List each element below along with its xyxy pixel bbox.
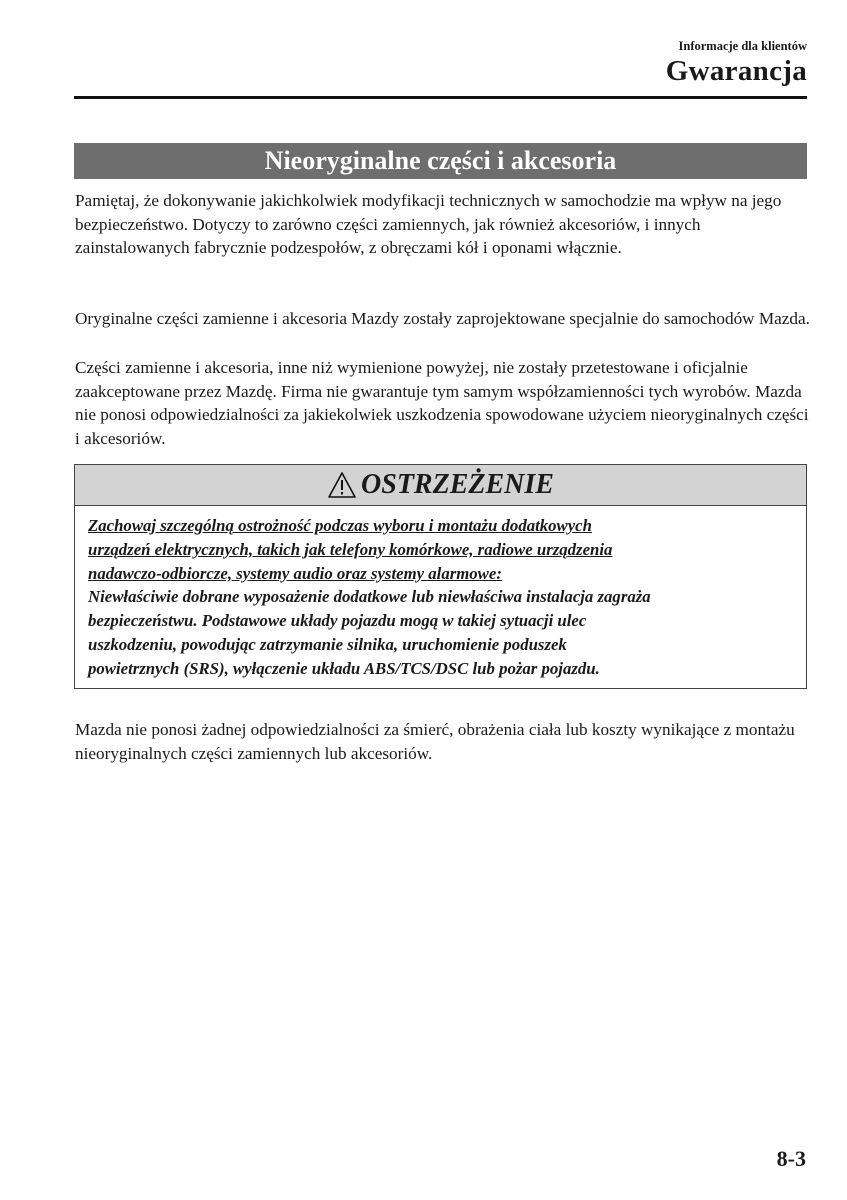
- paragraph-original-parts: Oryginalne części zamienne i akcesoria Mazdy zostały zaprojektowane specjalnie do samochodów Mazda.: [75, 309, 810, 328]
- warning-line: urządzeń elektrycznych, takich jak telefony komórkowe, radiowe urządzenia: [88, 539, 613, 559]
- chapter-title: Gwarancja: [665, 55, 807, 87]
- warning-line: powietrznych (SRS), wyłączenie układu ABS/TCS/DSC lub pożar pojazdu.: [88, 658, 600, 678]
- page-number: 8-3: [776, 1146, 806, 1171]
- warning-title: OSTRZEŻENIE: [361, 469, 554, 500]
- warning-triangle-icon: [327, 471, 357, 499]
- warning-box: [74, 464, 807, 689]
- warning-line: uszkodzeniu, powodując zatrzymanie silnika, uruchomienie poduszek: [88, 634, 567, 654]
- warning-line: nadawczo-odbiorcze, systemy audio oraz systemy alarmowe:: [88, 563, 502, 583]
- warning-text: [88, 514, 798, 681]
- section-heading: Nieoryginalne części i akcesoria: [74, 143, 807, 179]
- warning-line: Zachowaj szczególną ostrożność podczas wyboru i montażu dodatkowych: [88, 516, 592, 535]
- warning-line: Niewłaściwie dobrane wyposażenie dodatkowe lub niewłaściwa instalacja zagraża: [88, 587, 651, 607]
- header-divider: [74, 96, 807, 99]
- paragraph-modifications: Pamiętaj, że dokonywanie jakichkolwiek modyfikacji technicznych w samochodzie ma wpływ na jego bezpieczeństwo. Dotyczy to zarówno części zamiennych, jak również akcesoriów, i innych zainstalowanych fabrycznie podzespołów, z obręczami kół i oponami włącznie.: [75, 191, 782, 258]
- chapter-subtitle: Informacje dla klientów: [678, 39, 807, 53]
- paragraph-non-original-parts: Części zamienne i akcesoria, inne niż wymienione powyżej, nie zostały przetestowane i oficjalnie zaakceptowane przez Mazdę. Firma nie gwarantuje tym samym współzamienności tych wyrobów. Mazda nie ponosi odpowiedzialności za jakiekolwiek uszkodzenia spowodowane użyciem nieoryginalnych części i akcesoriów.: [75, 358, 809, 448]
- warning-line: bezpieczeństwu. Podstawowe układy pojazdu mogą w takiej sytuacji ulec: [88, 611, 587, 631]
- paragraph-liability: Mazda nie ponosi żadnej odpowiedzialności za śmierć, obrażenia ciała lub koszty wynikające z montażu nieoryginalnych części zamiennych lub akcesoriów.: [75, 720, 795, 763]
- warning-header: [75, 465, 806, 506]
